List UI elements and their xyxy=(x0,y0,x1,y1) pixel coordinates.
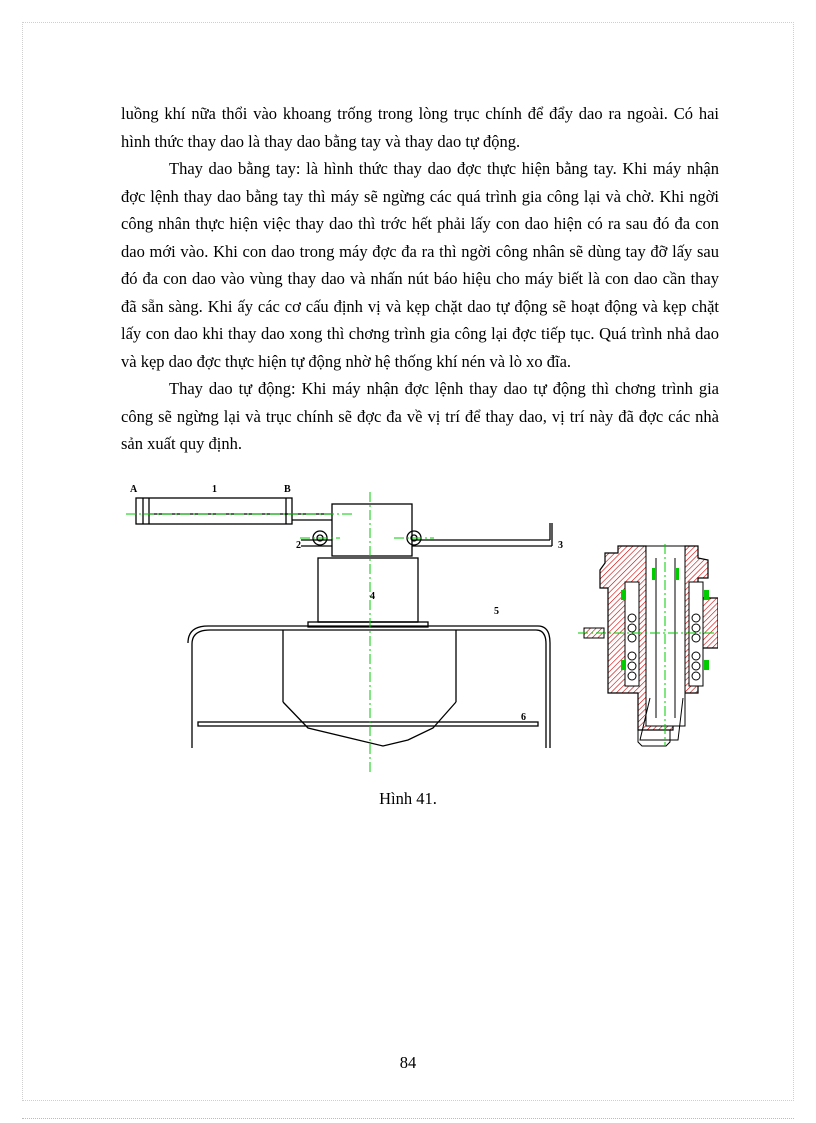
label-a: A xyxy=(130,484,138,495)
diagram-labels xyxy=(130,484,563,723)
centerlines-left xyxy=(126,492,434,774)
spindle-cross-section xyxy=(584,546,718,746)
paragraph-auto-tool-change: Thay dao tự động: Khi máy nhận đợc lệnh thay dao tự động thì chơng trình gia công sẽ ngừng lại và trục chính sẽ đợc đa về vị trí để thay dao, vị trí này đã đợc các nhà sản xuất quy định. xyxy=(121,379,719,453)
label-4: 4 xyxy=(370,591,375,602)
tool-change-diagram xyxy=(118,478,718,778)
label-b: B xyxy=(284,484,291,495)
label-3: 3 xyxy=(558,540,563,551)
label-2: 2 xyxy=(296,540,301,551)
paragraph-1: luồng khí nữa thổi vào khoang trống trong lòng trục chính để đẩy dao ra ngoài. Có hai hình thức thay dao là thay dao bằng tay và thay dao tự động. xyxy=(121,104,719,151)
bottom-dotted-rule xyxy=(22,1118,794,1119)
label-5: 5 xyxy=(494,606,499,617)
spindle-head xyxy=(301,504,552,627)
cylinder-assembly xyxy=(136,498,332,524)
label-6: 6 xyxy=(521,712,526,723)
machine-body xyxy=(188,626,550,748)
label-1: 1 xyxy=(212,484,217,495)
figure-caption: Hình 41. xyxy=(379,789,437,808)
body-text xyxy=(121,100,719,458)
figure-41 xyxy=(118,478,718,778)
paragraph-manual-tool-change: Thay dao bằng tay: là hình thức thay dao đợc thực hiện bằng tay. Khi máy nhận đợc lệnh thay dao bằng tay thì máy sẽ ngừng các quá trình gia công lại và chờ. Khi ngời công nhân thực hiện việc thay dao thì trớc hết phải lấy con dao hiện có ra sau đó đa con dao mới vào. Khi con dao trong máy đợc đa ra thì ngời công nhân sẽ dùng tay đỡ lấy sau đó đa con dao vào vùng thay dao và nhấn nút báo hiệu cho máy biết là con dao cần thay đã sẵn sàng. Khi ấy các cơ cấu định vị và kẹp chặt dao tự động sẽ hoạt động và kẹp chặt lấy con dao khi thay dao xong thì chơng trình gia công lại đợc tiếp tục. Quá trình nhả dao và kẹp dao đợc thực hiện tự động nhờ hệ thống khí nén và lò xo đĩa. xyxy=(121,159,719,371)
page-number: 84 xyxy=(399,1053,417,1072)
